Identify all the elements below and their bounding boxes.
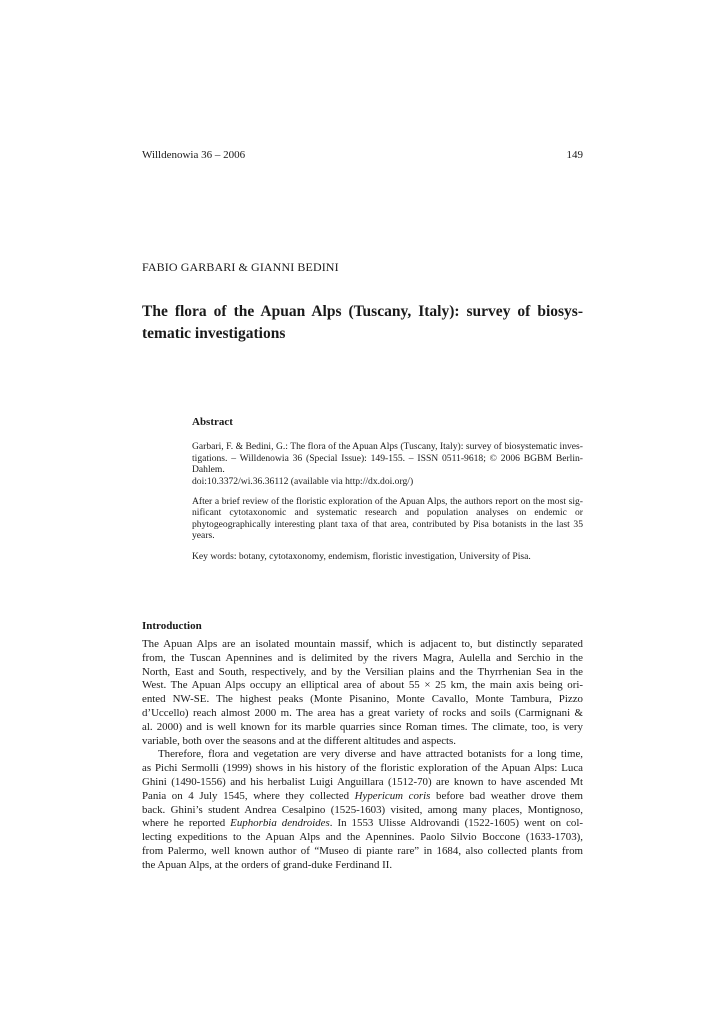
- summary-line: nificant cytotaxonomic and systematic research and population analyses on endemic or: [192, 507, 583, 519]
- text-line: as Pichi Sermolli (1999) shows in his history of the floristic exploration of the Apuan Alps: Luca: [142, 762, 583, 775]
- text-line: West. The Apuan Alps occupy an elliptical area of about 55 × 25 km, the main axis being ori-: [142, 679, 583, 692]
- text-run: where he reported: [142, 817, 231, 830]
- text-run: before bad weather drove them: [430, 789, 584, 802]
- paragraph-1: [142, 638, 583, 748]
- keywords: Key words: botany, cytotaxonomy, endemism, floristic investigation, University of Pisa.: [192, 550, 531, 562]
- text-line: [142, 817, 583, 831]
- summary-line: phytogeographically interesting plant taxa of that area, contributed by Pisa botanists in the last 35: [192, 518, 583, 530]
- species-name: Hypericum coris: [354, 789, 431, 802]
- title-line: tematic investigations: [142, 325, 286, 342]
- introduction-heading: Introduction: [142, 620, 202, 632]
- text-line: North, East and South, respectively, and by the Versilian plains and the Thyrrhenian Sea in the: [142, 665, 583, 678]
- text-line: lecting expeditions to the Apuan Alps and the Apennines. Paolo Silvio Boccone (1633-1703),: [142, 831, 583, 844]
- text-line: the Apuan Alps, at the orders of grand-duke Ferdinand II.: [142, 858, 393, 871]
- author-names: FABIO GARBARI & GIANNI BEDINI: [142, 260, 339, 274]
- text-line: al. 2000) and is well known for its marble quarries since Roman times. The climate, too, is very: [142, 720, 583, 733]
- page-number: 149: [566, 149, 583, 161]
- text-line: Therefore, flora and vegetation are very diverse and have attracted botanists for a long time,: [158, 748, 583, 761]
- text-line: variable, both over the seasons and at the different altitudes and aspects.: [142, 734, 457, 747]
- summary-line: years.: [192, 530, 215, 542]
- text-run: Pania on 4 July 1545, where they collected: [142, 789, 355, 802]
- text-line: from, the Tuscan Apennines and is delimited by the rivers Magra, Aulella and Serchio in the: [142, 651, 583, 664]
- text-line: d’Uccello) reach almost 2000 m. The area has a great variety of rocks and soils (Carmignani &: [142, 706, 583, 719]
- journal-citation: Willdenowia 36 – 2006: [142, 149, 246, 161]
- abstract-summary: [192, 496, 583, 542]
- text-line: ented NW-SE. The highest peaks (Monte Pisanino, Monte Cavallo, Monte Tambura, Pizzo: [142, 693, 583, 706]
- abstract-citation: [192, 441, 583, 487]
- text-line: Ghini (1490-1556) and his herbalist Luigi Anguillara (1512-70) are known to have ascended Mt: [142, 775, 583, 788]
- citation-line: Garbari, F. & Bedini, G.: The flora of the Apuan Alps (Tuscany, Italy): survey of biosystematic inves-: [192, 441, 583, 453]
- text-line: from Palermo, well known author of “Museo di piante rare” in 1684, also collected plants from: [142, 844, 583, 857]
- text-line: back. Ghini’s student Andrea Cesalpino (1525-1603) visited, among many places, Montignoso,: [142, 803, 583, 816]
- citation-line: Dahlem.: [192, 464, 225, 476]
- running-head: [142, 149, 583, 165]
- doi-line: doi:10.3372/wi.36.36112 (available via http://dx.doi.org/): [192, 475, 414, 487]
- citation-line: tigations. – Willdenowia 36 (Special Issue): 149-155. – ISSN 0511-9618; © 2006 BGBM Berlin-: [192, 452, 583, 464]
- introduction-body: [142, 638, 583, 873]
- abstract-section: [192, 417, 583, 571]
- text-run: . In 1553 Ulisse Aldrovandi (1522-1605) went on col-: [329, 817, 583, 830]
- paper-title: [142, 301, 583, 345]
- summary-line: After a brief review of the floristic exploration of the Apuan Alps, the authors report on the most sig-: [192, 496, 583, 508]
- title-line: The flora of the Apuan Alps (Tuscany, Italy): survey of biosys-: [142, 303, 583, 320]
- text-line: The Apuan Alps are an isolated mountain massif, which is adjacent to, but distinctly separated: [142, 638, 583, 650]
- text-line: [142, 790, 583, 804]
- species-name: Euphorbia dendroides: [230, 817, 330, 830]
- abstract-heading: Abstract: [192, 416, 233, 428]
- paragraph-2: [142, 748, 583, 872]
